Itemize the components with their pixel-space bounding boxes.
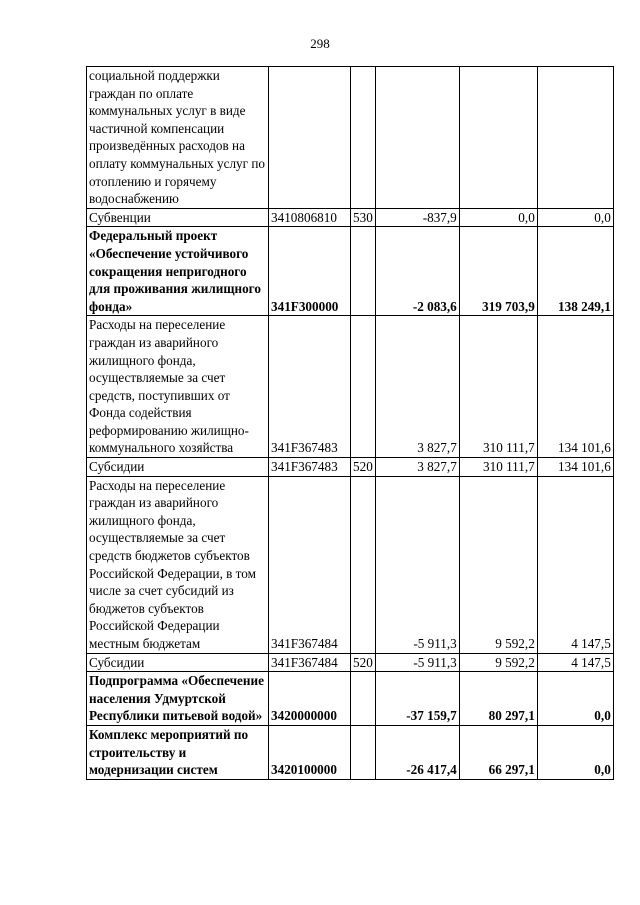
row-expense-type	[351, 67, 376, 209]
row-expense-type	[351, 316, 376, 458]
row-name: Расходы на переселение граждан из аварийного жилищного фонда, осуществляемые за счет средств бюджетов субъектов Российской Федерации, в том числе за счет субсидий из бюджетов субъектов Российской Федерации местным бюджетам	[87, 476, 269, 653]
row-code: 341F367483	[269, 316, 351, 458]
row-name: Расходы на переселение граждан из аварийного жилищного фонда, осуществляемые за счет средств, поступивших от Фонда содействия реформированию жилищно-коммунального хозяйства	[87, 316, 269, 458]
row-value-2: 319 703,9	[459, 227, 537, 316]
row-value-3: 134 101,6	[537, 316, 613, 458]
row-expense-type	[351, 672, 376, 726]
table-row	[87, 316, 614, 458]
row-value-1: 3 827,7	[375, 316, 459, 458]
page-number: 298	[310, 36, 330, 51]
row-value-1: -2 083,6	[375, 227, 459, 316]
row-expense-type: 530	[351, 208, 376, 227]
row-value-3: 0,0	[537, 725, 613, 779]
row-expense-type: 520	[351, 458, 376, 477]
row-name: Комплекс мероприятий по строительству и модернизации систем	[87, 725, 269, 779]
row-value-1: -837,9	[375, 208, 459, 227]
row-expense-type: 520	[351, 653, 376, 672]
row-value-2: 310 111,7	[459, 458, 537, 477]
row-expense-type	[351, 227, 376, 316]
row-value-2: 0,0	[459, 208, 537, 227]
row-code: 3420000000	[269, 672, 351, 726]
row-value-1: -5 911,3	[375, 476, 459, 653]
row-name: социальной поддержки граждан по оплате коммунальных услуг в виде частичной компенсации произведённых расходов на оплату коммунальных услуг по отоплению и горячему водоснабжению	[87, 67, 269, 209]
row-name: Субсидии	[87, 653, 269, 672]
row-name: Субсидии	[87, 458, 269, 477]
table-row	[87, 458, 614, 477]
row-value-2: 310 111,7	[459, 316, 537, 458]
row-code: 3420100000	[269, 725, 351, 779]
row-value-1: -26 417,4	[375, 725, 459, 779]
row-name: Подпрограмма «Обеспечение населения Удмуртской Республики питьевой водой»	[87, 672, 269, 726]
table-row	[87, 208, 614, 227]
budget-table	[86, 66, 614, 780]
row-code: 341F367483	[269, 458, 351, 477]
row-value-2: 80 297,1	[459, 672, 537, 726]
row-code: 341F367484	[269, 653, 351, 672]
row-value-2: 9 592,2	[459, 476, 537, 653]
table-row	[87, 653, 614, 672]
row-value-1: -5 911,3	[375, 653, 459, 672]
row-value-2: 9 592,2	[459, 653, 537, 672]
row-value-3: 4 147,5	[537, 653, 613, 672]
row-code: 341F300000	[269, 227, 351, 316]
table-row	[87, 67, 614, 209]
table-row	[87, 227, 614, 316]
row-value-3: 138 249,1	[537, 227, 613, 316]
row-value-1	[375, 67, 459, 209]
row-value-2	[459, 67, 537, 209]
table-row	[87, 476, 614, 653]
row-value-3: 4 147,5	[537, 476, 613, 653]
row-value-1: 3 827,7	[375, 458, 459, 477]
table-row	[87, 672, 614, 726]
row-expense-type	[351, 725, 376, 779]
row-code	[269, 67, 351, 209]
row-value-3: 134 101,6	[537, 458, 613, 477]
row-value-2: 66 297,1	[459, 725, 537, 779]
row-value-3	[537, 67, 613, 209]
row-name: Субвенции	[87, 208, 269, 227]
row-value-3: 0,0	[537, 208, 613, 227]
table-row	[87, 725, 614, 779]
row-expense-type	[351, 476, 376, 653]
row-value-3: 0,0	[537, 672, 613, 726]
row-name: Федеральный проект «Обеспечение устойчивого сокращения непригодного для проживания жилищного фонда»	[87, 227, 269, 316]
row-value-1: -37 159,7	[375, 672, 459, 726]
row-code: 3410806810	[269, 208, 351, 227]
row-code: 341F367484	[269, 476, 351, 653]
